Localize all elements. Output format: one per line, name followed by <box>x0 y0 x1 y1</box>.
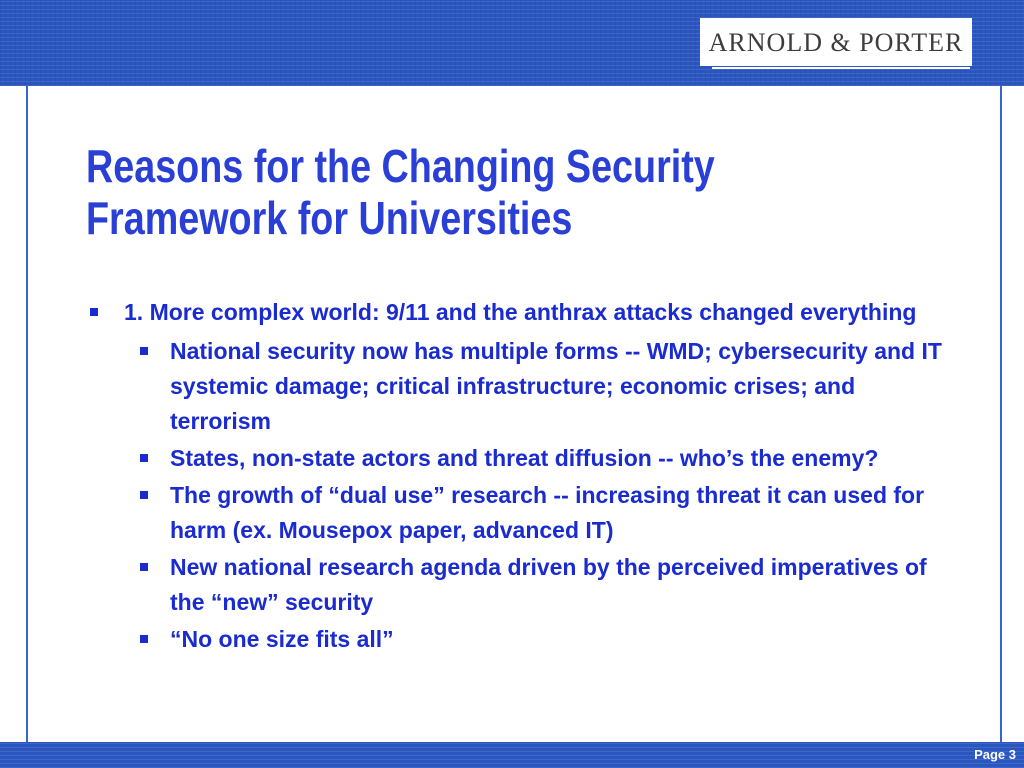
slide-title-line-1: Reasons for the Changing Security <box>86 140 715 192</box>
sub-bullet-text: New national research agenda driven by the perceived imperatives of the “new” security <box>170 554 927 615</box>
sub-bullet-item <box>86 550 956 620</box>
firm-logo <box>700 18 972 68</box>
square-bullet-icon <box>90 308 98 316</box>
bullet-text: 1. More complex world: 9/11 and the anthrax attacks changed everything <box>124 299 917 325</box>
sub-bullet-item <box>86 441 956 476</box>
slide-title-line-2: Framework for Universities <box>86 192 573 244</box>
slide-title <box>86 140 791 244</box>
footer-band <box>0 742 1024 768</box>
sub-bullet-item <box>86 334 956 439</box>
square-bullet-icon <box>140 347 148 355</box>
sub-bullet-text: National security now has multiple forms -- WMD; cybersecurity and IT systemic damage; critical infrastructure; economic crises; and terrorism <box>170 338 942 434</box>
sub-bullet-item <box>86 622 956 657</box>
square-bullet-icon <box>140 454 148 462</box>
logo-text: ARNOLD & PORTER <box>708 28 964 57</box>
bullet-list <box>86 296 956 659</box>
square-bullet-icon <box>140 491 148 499</box>
sub-bullet-item <box>86 478 956 548</box>
page-number: Page 3 <box>974 747 1016 762</box>
sub-bullet-text: “No one size fits all” <box>170 626 394 652</box>
sub-bullet-text: The growth of “dual use” research -- increasing threat it can used for harm (ex. Mousepox paper, advanced IT) <box>170 482 925 543</box>
logo-underline <box>712 67 970 69</box>
square-bullet-icon <box>140 635 148 643</box>
sub-bullet-text: States, non-state actors and threat diffusion -- who’s the enemy? <box>170 445 879 471</box>
square-bullet-icon <box>140 563 148 571</box>
bullet-item-level1 <box>86 296 956 328</box>
